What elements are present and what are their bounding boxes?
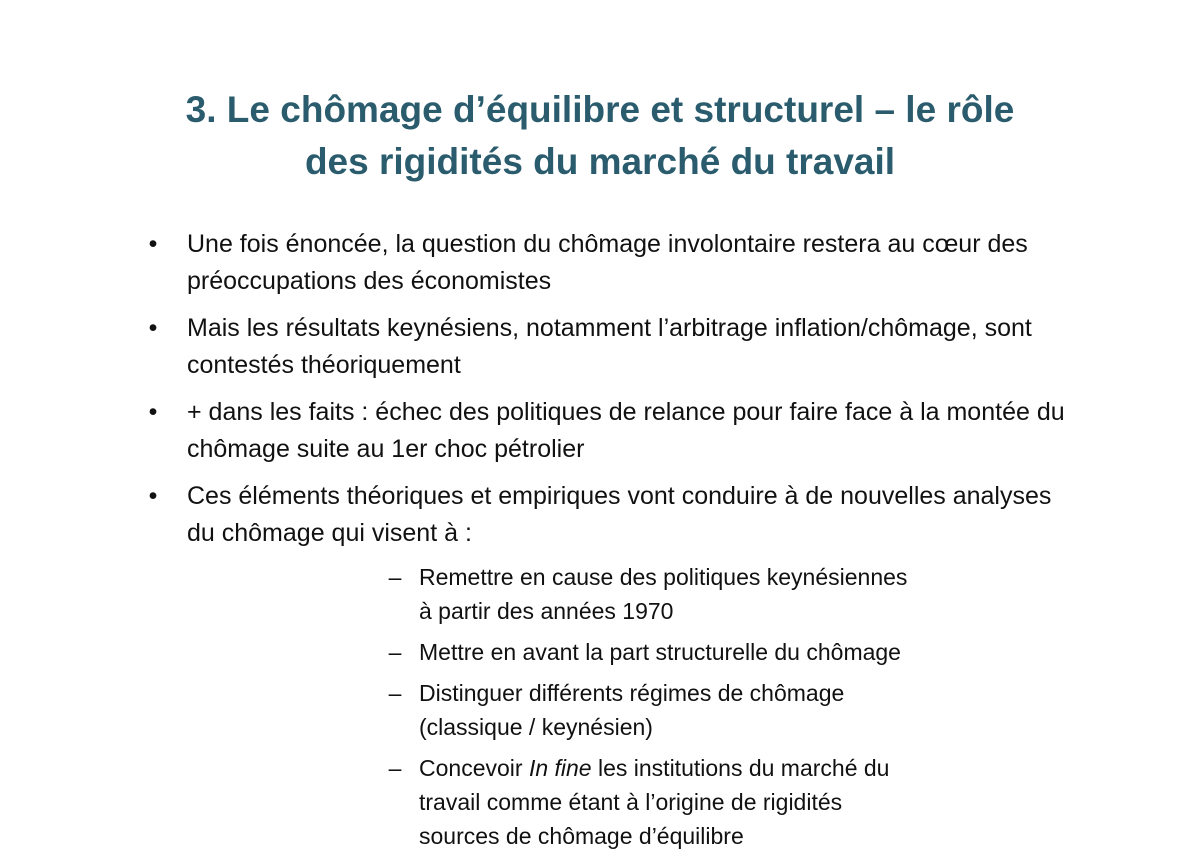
bullet-dot-icon: • (148, 230, 158, 258)
bullet-item (0, 310, 1200, 384)
bullet-item (0, 226, 1200, 300)
slide-title (120, 84, 1080, 188)
sub-bullet-text-end: les institutions du marché du travail comme étant à l’origine de rigidités sources de chômage d’équilibre (419, 755, 890, 849)
sub-bullet-item (187, 676, 1070, 744)
bullet-text: Ces éléments théoriques et empiriques vont conduire à de nouvelles analyses du chômage qui visent à : (187, 482, 1052, 547)
sub-bullet-item (187, 751, 1070, 853)
sub-bullet-item (187, 635, 1070, 669)
sub-bullet-text-start: Concevoir (419, 755, 529, 781)
bullet-item (0, 478, 1200, 853)
sub-bullet-text: Distinguer différents régimes de chômage (classique / keynésien) (419, 680, 845, 740)
bullet-text: Une fois énoncée, la question du chômage involontaire restera au cœur des préoccupations des économistes (187, 230, 1028, 295)
sub-bullet-text (419, 755, 889, 849)
sub-bullet-list (187, 560, 1070, 853)
bullet-dot-icon: • (148, 482, 158, 510)
bullet-text: + dans les faits : échec des politiques de relance pour faire face à la montée du chômage suite au 1er choc pétrolier (187, 398, 1065, 463)
dash-icon: – (388, 680, 402, 706)
slide-title-line-1: 3. Le chômage d’équilibre et structurel – le rôle (185, 89, 1015, 130)
bullet-dot-icon: • (148, 398, 158, 426)
sub-bullet-text: Remettre en cause des politiques keynésiennes à partir des années 1970 (419, 564, 908, 624)
bullet-dot-icon: • (148, 314, 158, 342)
sub-bullet-item (187, 560, 1070, 628)
dash-icon: – (388, 639, 402, 665)
dash-icon: – (388, 564, 402, 590)
bullet-item (0, 394, 1200, 468)
slide-title-line-2: des rigidités du marché du travail (304, 141, 896, 182)
bullet-text: Mais les résultats keynésiens, notamment l’arbitrage inflation/chômage, sont contestés théoriquement (187, 314, 1032, 379)
dash-icon: – (388, 755, 402, 781)
bullet-list (0, 226, 1200, 863)
sub-bullet-text-italic: In fine (528, 755, 592, 781)
sub-bullet-text: Mettre en avant la part structurelle du chômage (419, 639, 901, 665)
